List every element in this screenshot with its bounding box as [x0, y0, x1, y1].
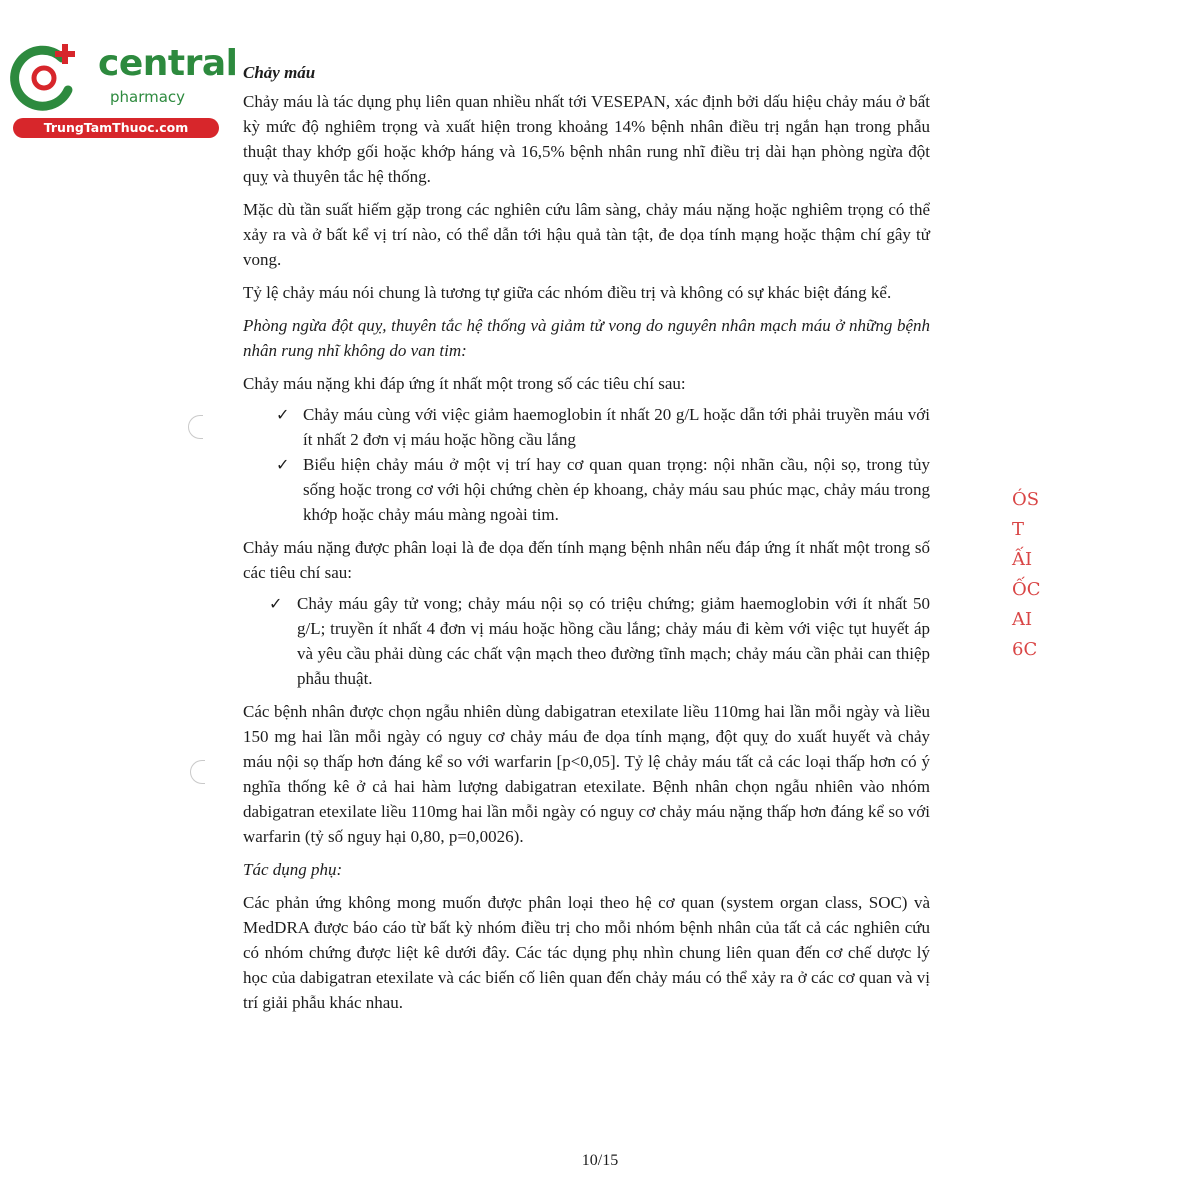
criteria-list-major-bleeding	[243, 402, 930, 527]
section-heading-bleeding: Chảy máu	[243, 63, 316, 82]
stamp-text: ỐC	[1012, 579, 1041, 600]
subheading-prevention: Phòng ngừa đột quỵ, thuyên tắc hệ thống và giảm tử vong do nguyên nhân mạch máu ở những bệnh nhân rung nhĩ không do van tim:	[243, 316, 930, 360]
list-item	[243, 402, 930, 452]
list-item-text: Chảy máu gây tử vong; chảy máu nội sọ có triệu chứng; giảm haemoglobin với ít nhất 50 g/L; truyền ít nhất 4 đơn vị máu hoặc hồng cầu lắng; chảy máu đi kèm với việc tụt huyết áp và yêu cầu phải dùng các chất vận mạch theo đường tĩnh mạch; chảy máu cần phải can thiệp phẫu thuật.	[297, 594, 930, 688]
stamp-text: T	[1012, 519, 1025, 540]
checkmark-icon: ✓	[276, 405, 290, 424]
punch-hole-mark	[188, 415, 203, 439]
subheading-side-effects: Tác dụng phụ:	[243, 860, 343, 879]
red-stamp-fragment	[1012, 485, 1041, 660]
list-item	[243, 452, 930, 527]
logo-brand-text: central	[98, 43, 238, 84]
stamp-text: 6C	[1012, 639, 1038, 660]
paragraph: Chảy máu là tác dụng phụ liên quan nhiều nhất tới VESEPAN, xác định bởi dấu hiệu chảy máu ở bất kỳ mức độ nghiêm trọng và xuất hiện trong khoảng 14% bệnh nhân điều trị ngắn hạn trong phẫu thuật thay khớp gối hoặc khớp háng và 16,5% bệnh nhân rung nhĩ điều trị dài hạn phòng ngừa đột quỵ và thuyên tắc hệ thống.	[243, 92, 930, 186]
brand-logo[interactable]	[10, 38, 238, 138]
list-item-text: Chảy máu cùng với việc giảm haemoglobin ít nhất 20 g/L hoặc dẫn tới phải truyền máu với ít nhất 2 đơn vị máu hoặc hồng cầu lắng	[303, 405, 930, 449]
central-pharmacy-logo-icon	[10, 38, 85, 113]
page-number: 10/15	[581, 1152, 619, 1169]
paragraph: Chảy máu nặng khi đáp ứng ít nhất một trong số các tiêu chí sau:	[243, 374, 686, 393]
checkmark-icon: ✓	[276, 455, 290, 474]
paragraph: Các phản ứng không mong muốn được phân loại theo hệ cơ quan (system organ class, SOC) và MedDRA được báo cáo từ bất kỳ nhóm điều trị cho mỗi nhóm bệnh nhân của tất cả các nghiên cứu có nhóm chứng được liệt kê dưới đây. Các tác dụng phụ nhìn chung liên quan đến cơ chế dược lý học của dabigatran etexilate và các biến cố liên quan đến chảy máu có thể xảy ra ở các cơ quan và vị trí giải phẫu khác nhau.	[243, 893, 930, 1012]
stamp-text: AI	[1012, 609, 1033, 630]
paragraph: Các bệnh nhân được chọn ngẫu nhiên dùng dabigatran etexilate liều 110mg hai lần mỗi ngày và liều 150 mg hai lần mỗi ngày có nguy cơ chảy máu đe dọa tính mạng, đột quỵ do xuất huyết và chảy máu nội sọ thấp hơn đáng kể so với warfarin [p<0,05]. Tỷ lệ chảy máu tất cả các loại thấp hơn có ý nghĩa thống kê ở cả hai hàm lượng dabigatran etexilate. Bệnh nhân chọn ngẫu nhiên vào nhóm dabigatran etexilate liều 110mg hai lần mỗi ngày có nguy cơ chảy máu nặng thấp hơn đáng kể so với warfarin (tỷ số nguy hại 0,80, p=0,0026).	[243, 702, 930, 846]
logo-url-badge[interactable]: TrungTamThuoc.com	[13, 118, 219, 138]
paragraph: Tỷ lệ chảy máu nói chung là tương tự giữa các nhóm điều trị và không có sự khác biệt đáng kể.	[243, 283, 892, 302]
logo-subtitle: pharmacy	[110, 88, 186, 106]
stamp-text: ẤI	[1012, 549, 1033, 570]
paragraph: Chảy máu nặng được phân loại là đe dọa đến tính mạng bệnh nhân nếu đáp ứng ít nhất một trong số các tiêu chí sau:	[243, 538, 930, 582]
document-body	[243, 60, 930, 1023]
list-item-text: Biểu hiện chảy máu ở một vị trí hay cơ quan quan trọng: nội nhãn cầu, nội sọ, trong tủy sống hoặc trong cơ với hội chứng chèn ép khoang, chảy máu sau phúc mạc, chảy máu trong khớp hoặc chảy máu màng ngoài tim.	[303, 455, 930, 524]
punch-hole-mark	[190, 760, 205, 784]
criteria-list-life-threatening	[243, 591, 930, 691]
checkmark-icon: ✓	[269, 594, 283, 613]
list-item	[243, 591, 930, 691]
stamp-text: ÓS	[1012, 489, 1040, 510]
paragraph: Mặc dù tần suất hiếm gặp trong các nghiên cứu lâm sàng, chảy máu nặng hoặc nghiêm trọng có thể xảy ra và ở bất kể vị trí nào, có thể dẫn tới hậu quả tàn tật, đe dọa tính mạng hoặc thậm chí gây tử vong.	[243, 200, 930, 269]
